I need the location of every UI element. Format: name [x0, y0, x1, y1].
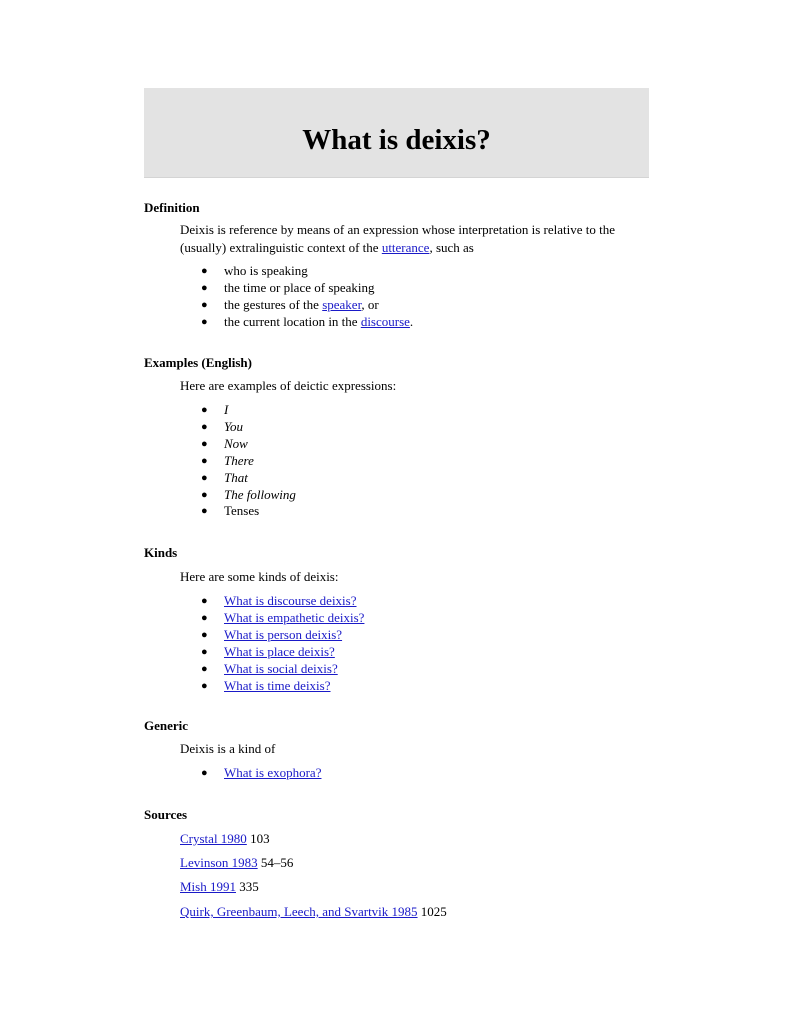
time-deixis-link[interactable]: What is time deixis? [224, 677, 331, 693]
definition-text [180, 221, 650, 256]
generic-list [180, 765, 321, 782]
list-item [180, 503, 296, 520]
example-expression: The following [224, 486, 296, 502]
list-item [180, 661, 364, 678]
examples-heading: Examples (English) [144, 355, 252, 370]
speaker-link[interactable]: speaker [322, 296, 362, 312]
utterance-link[interactable]: utterance [381, 239, 430, 255]
list-item-text: who is speaking [224, 263, 308, 278]
bullet-icon: ● [201, 420, 208, 433]
list-item [180, 470, 296, 487]
source-pages: 54–56 [257, 855, 294, 870]
example-expression: That [224, 469, 248, 485]
bullet-icon: ● [201, 298, 208, 311]
kinds-intro: Here are some kinds of deixis: [180, 569, 339, 584]
bullet-icon: ● [201, 662, 208, 675]
source-pages: 103 [246, 831, 270, 846]
definition-text-end: , such as [429, 239, 474, 255]
bullet-icon: ● [201, 404, 208, 416]
examples-list [180, 402, 296, 520]
definition-heading: Definition [144, 200, 200, 215]
bullet-icon: ● [201, 454, 208, 467]
source-item [180, 830, 270, 847]
list-item [180, 297, 413, 314]
source-item [180, 878, 259, 895]
list-item [180, 263, 413, 280]
bullet-icon: ● [201, 611, 208, 624]
bullet-icon: ● [201, 265, 208, 277]
list-item [180, 610, 364, 627]
discourse-link[interactable]: discourse [360, 313, 410, 329]
list-item [180, 593, 364, 610]
title-banner [144, 88, 649, 178]
list-item [180, 678, 364, 695]
list-item-text: . [409, 313, 414, 329]
kinds-heading: Kinds [144, 545, 178, 560]
exophora-link[interactable]: What is exophora? [224, 765, 322, 780]
example-expression: I [224, 402, 229, 417]
bullet-icon: ● [201, 767, 208, 779]
list-item [180, 627, 364, 644]
list-item-text: the current location in the [224, 313, 361, 329]
list-item-text: the gestures of the [224, 296, 323, 312]
empathetic-deixis-link[interactable]: What is empathetic deixis? [224, 609, 365, 625]
generic-intro: Deixis is a kind of [180, 741, 276, 756]
kinds-list [180, 593, 364, 694]
list-item [180, 419, 296, 436]
list-item-text: the time or place of speaking [224, 279, 375, 295]
example-expression: There [224, 452, 254, 468]
bullet-icon: ● [201, 471, 208, 484]
source-pages: 1025 [417, 904, 447, 919]
sources-heading: Sources [144, 807, 188, 822]
list-item [180, 765, 321, 782]
person-deixis-link[interactable]: What is person deixis? [224, 626, 343, 642]
example-expression: Now [224, 435, 248, 451]
bullet-icon: ● [201, 281, 208, 294]
source-item [180, 854, 293, 871]
page-title: What is deixis? [302, 124, 491, 156]
definition-list [180, 263, 413, 331]
example-expression: Tenses [224, 503, 260, 519]
source-item [180, 903, 447, 920]
source-pages: 335 [235, 879, 259, 894]
list-item [180, 402, 296, 419]
place-deixis-link[interactable]: What is place deixis? [224, 643, 335, 659]
bullet-icon: ● [201, 488, 208, 501]
list-item [180, 487, 296, 504]
social-deixis-link[interactable]: What is social deixis? [224, 660, 338, 676]
bullet-icon: ● [201, 679, 208, 692]
bullet-icon: ● [201, 315, 208, 328]
bullet-icon: ● [201, 595, 208, 607]
bullet-icon: ● [201, 437, 208, 450]
examples-intro: Here are examples of deictic expressions: [180, 378, 397, 393]
generic-heading: Generic [144, 718, 189, 733]
list-item [180, 280, 413, 297]
bullet-icon: ● [201, 505, 208, 518]
levinson-1983-link[interactable]: Levinson 1983 [180, 855, 258, 870]
discourse-deixis-link[interactable]: What is discourse deixis? [224, 593, 357, 608]
quirk-1985-link[interactable]: Quirk, Greenbaum, Leech, and Svartvik 1985 [180, 904, 418, 919]
list-item [180, 314, 413, 331]
bullet-icon: ● [201, 628, 208, 641]
list-item [180, 644, 364, 661]
list-item-text: , or [361, 296, 379, 312]
crystal-1980-link[interactable]: Crystal 1980 [180, 831, 247, 846]
example-expression: You [224, 418, 244, 434]
mish-1991-link[interactable]: Mish 1991 [180, 879, 236, 894]
list-item [180, 436, 296, 453]
list-item [180, 453, 296, 470]
bullet-icon: ● [201, 645, 208, 658]
definition-text-start: Deixis is reference by means of an expression whose interpretation is relative to the (usually) extralinguistic context of the [180, 222, 615, 255]
